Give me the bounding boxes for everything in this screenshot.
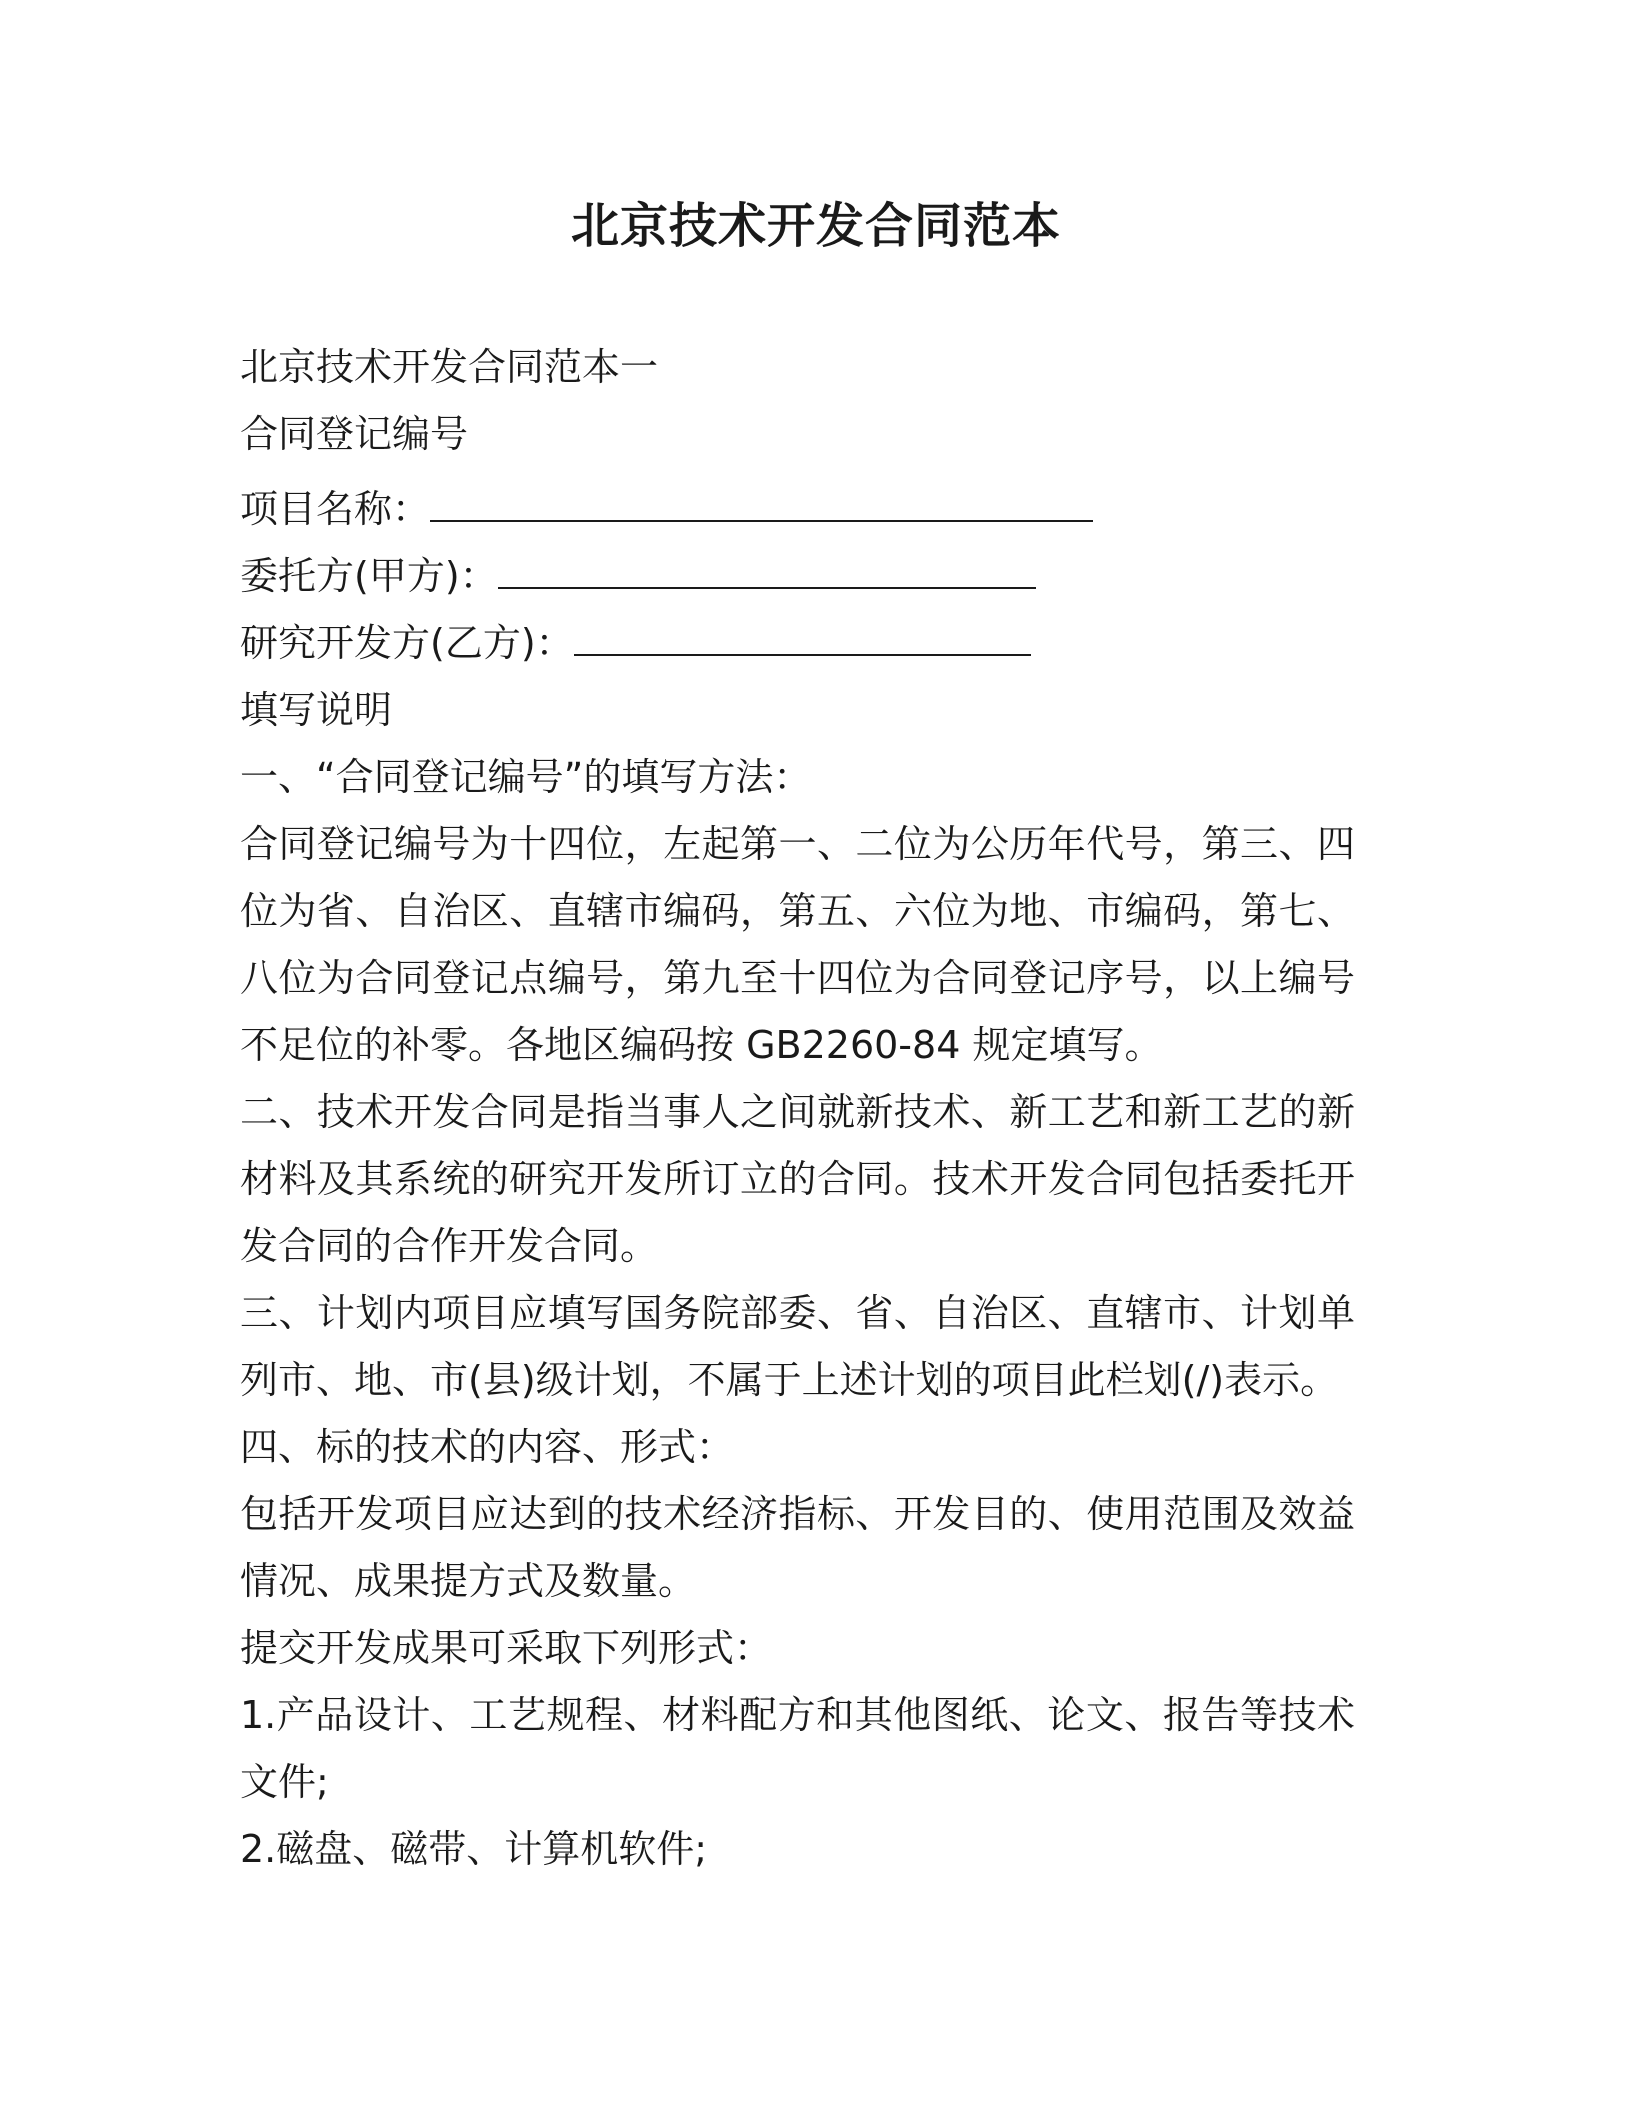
subtitle: 北京技术开发合同范本一: [240, 345, 659, 389]
list-item-1: 1.产品设计、工艺规程、材料配方和其他图纸、论文、报告等技术文件;: [240, 1693, 1355, 1804]
list-item-2: 2.磁盘、磁带、计算机软件;: [240, 1827, 708, 1871]
registration-number-label: 合同登记编号: [240, 412, 469, 456]
section-4-forms-heading: 提交开发成果可采取下列形式：: [240, 1626, 773, 1670]
section-2-body: 二、技术开发合同是指当事人之间就新技术、新工艺和新工艺的新材料及其系统的研究开发所订立的合同。技术开发合同包括委托开发合同的合作开发合同。: [240, 1090, 1355, 1268]
party-b-blank: [574, 620, 1031, 656]
section-1-heading: 一、“合同登记编号”的填写方法：: [240, 755, 812, 799]
instructions-heading: 填写说明: [240, 688, 393, 732]
party-b-field: [240, 610, 1355, 677]
project-name-field: [240, 476, 1355, 543]
party-a-field: [240, 543, 1355, 610]
section-3-body: 三、计划内项目应填写国务院部委、省、自治区、直辖市、计划单列市、地、市(县)级计划，不属于上述计划的项目此栏划(/)表示。: [240, 1291, 1355, 1402]
section-1-body: 合同登记编号为十四位，左起第一、二位为公历年代号，第三、四位为省、自治区、直辖市编码，第五、六位为地、市编码，第七、八位为合同登记点编号，第九至十四位为合同登记序号，以上编号不足位的补零。各地区编码按 GB2260-84 规定填写。: [240, 822, 1355, 1067]
party-a-blank: [498, 553, 1036, 589]
document-body: [240, 334, 1355, 1883]
section-4-heading: 四、标的技术的内容、形式：: [240, 1425, 735, 1469]
project-name-label: 项目名称：: [240, 487, 431, 531]
party-b-label: 研究开发方(乙方)：: [240, 621, 574, 665]
project-name-blank: [430, 486, 1093, 522]
document-title: 北京技术开发合同范本: [570, 198, 1061, 254]
section-4-body: 包括开发项目应达到的技术经济指标、开发目的、使用范围及效益情况、成果提方式及数量。: [240, 1492, 1355, 1603]
party-a-label: 委托方(甲方)：: [240, 554, 498, 598]
